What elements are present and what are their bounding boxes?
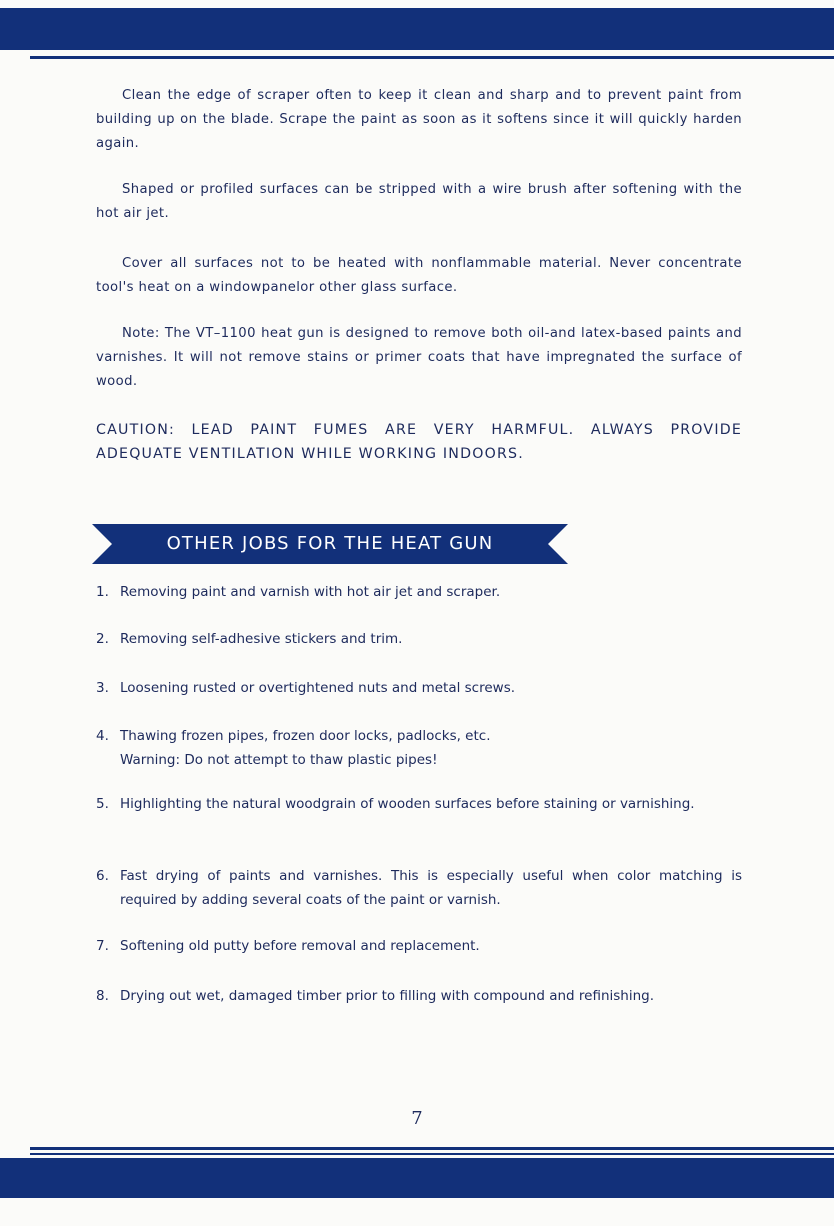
- list-item-number: 5.: [96, 796, 109, 812]
- paragraph-profiled-surfaces: Shaped or profiled surfaces can be stripped with a wire brush after softening with the hot air jet.: [96, 182, 742, 221]
- bottom-band: [0, 1158, 834, 1198]
- list-item-warning: Warning: Do not attempt to thaw plastic pipes!: [120, 752, 438, 768]
- list-item-text: Removing self-adhesive stickers and trim.: [120, 631, 403, 647]
- list-item: [96, 984, 742, 1008]
- list-item-number: 7.: [96, 938, 109, 954]
- list-item-number: 1.: [96, 584, 109, 600]
- list-item-text: Removing paint and varnish with hot air jet and scraper.: [120, 584, 501, 600]
- bottom-rule: [30, 1147, 834, 1150]
- top-band: [0, 8, 834, 50]
- list-item-number: 8.: [96, 988, 109, 1004]
- paragraph-note: Note: The VT–1100 heat gun is designed to remove both oil-and latex-based paints and varnishes. It will not remove stains or primer coats that have impregnated the surface of wood.: [96, 326, 742, 389]
- list-item-text: Softening old putty before removal and replacement.: [120, 938, 480, 954]
- bottom-rule-thin: [30, 1153, 834, 1155]
- list-item: [96, 792, 742, 816]
- section-banner: [92, 524, 568, 564]
- list-item: [96, 580, 742, 604]
- list-item: [96, 676, 742, 700]
- list-item-number: 4.: [96, 728, 109, 744]
- paragraph-scraper-cleaning: Clean the edge of scraper often to keep it clean and sharp and to prevent paint from building up on the blade. Scrape the paint as soon as it softens since it will quickly harden again.: [96, 88, 742, 151]
- paragraph-cover-surfaces: Cover all surfaces not to be heated with nonflammable material. Never concentrate tool's heat on a windowpanelor other glass surface.: [96, 256, 742, 295]
- section-title: OTHER JOBS FOR THE HEAT GUN: [166, 533, 494, 554]
- page-number: 7: [411, 1108, 423, 1129]
- list-item: [96, 934, 742, 958]
- list-item: [96, 627, 742, 651]
- list-item-text: Fast drying of paints and varnishes. This is especially useful when color matching is required by adding several coats of the paint or varnish.: [120, 868, 742, 908]
- list-item-text: Loosening rusted or overtightened nuts and metal screws.: [120, 680, 516, 696]
- caution-notice: CAUTION: LEAD PAINT FUMES ARE VERY HARMFUL. ALWAYS PROVIDE ADEQUATE VENTILATION WHILE WORKING INDOORS.: [96, 422, 742, 462]
- list-item-number: 2.: [96, 631, 109, 647]
- list-item: [96, 724, 742, 772]
- top-rule: [30, 56, 834, 59]
- list-item-text: Drying out wet, damaged timber prior to filling with compound and refinishing.: [120, 988, 655, 1004]
- list-item-text: Thawing frozen pipes, frozen door locks, padlocks, etc.: [120, 728, 491, 744]
- list-item-number: 6.: [96, 868, 109, 884]
- list-item-number: 3.: [96, 680, 109, 696]
- list-item: [96, 864, 742, 912]
- list-item-text: Highlighting the natural woodgrain of wooden surfaces before staining or varnishing.: [120, 796, 695, 812]
